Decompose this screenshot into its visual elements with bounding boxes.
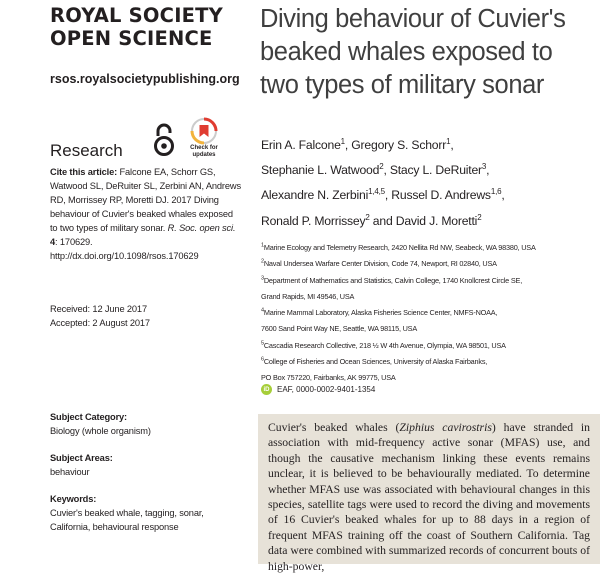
affiliation-item-cont: PO Box 757220, Fairbanks, AK 99775, USA — [261, 373, 396, 383]
affil-number: 5 — [261, 340, 264, 347]
subject-areas-value[interactable]: behaviour — [50, 467, 90, 477]
affiliation-item — [261, 305, 596, 321]
author-name[interactable]: Stephanie L. Watwood — [261, 163, 380, 178]
open-access-icon — [152, 122, 176, 158]
author-name[interactable]: David J. Moretti — [395, 213, 478, 228]
author-affil-ref: 1,4,5 — [368, 187, 385, 197]
accepted-date: Accepted: 2 August 2017 — [50, 318, 150, 328]
author-name[interactable]: Gregory S. Schorr — [351, 138, 447, 152]
cite-label: Cite this article: — [50, 167, 118, 177]
abstract-species: Ziphius cavirostris — [399, 421, 492, 434]
affil-number: 4 — [261, 307, 264, 314]
affil-text: Department of Mathematics and Statistics, Calvin College, 1740 Knollcrest Circle SE, — [263, 275, 523, 285]
affiliation-item — [261, 354, 596, 370]
title-line3: two types of military sonar — [260, 71, 544, 99]
abstract-text-body: ) have stranded in association with mid-frequency active sonar (MFAS) use, and though the causative mechanism linking these events remains unclear, it is believed to be behaviourally mediated. To determine whether MFAS use was associated with behavioural changes in this species, satellite tags were used to record the diving and movements of 16 Cuvier's beaked whales for up to 88 days in a region of frequent MFAS training off the coast of Southern California. Tag data were combined with summarized records of concurrent bouts of high-power, — [268, 421, 591, 573]
check-updates-line2: updates — [192, 152, 216, 158]
author-name[interactable]: Alexandre N. Zerbini — [261, 188, 369, 203]
check-updates-icon — [186, 118, 222, 146]
affil-number: 1 — [261, 242, 264, 249]
abstract-box — [258, 414, 600, 573]
journal-name-line2: OPEN SCIENCE — [50, 27, 213, 50]
orcid-entry[interactable] — [261, 384, 375, 395]
cite-line3: RD, Morrissey RP, Moretti DJ. 2017 Diving — [50, 195, 219, 205]
keywords-heading: Keywords: — [50, 494, 97, 504]
author-name[interactable]: Stacy L. DeRuiter — [389, 163, 482, 178]
cite-line2: Watwood SL, DeRuiter SL, Zerbini AN, Andrews — [50, 181, 241, 191]
check-updates-line1: Check for — [190, 145, 218, 151]
author-list: Erin A. Falcone$^1$, Gregory S. Schorr$^1$, Stephanie L. Watwood$^2$, Stacy L. DeRuiter$^3$, Alexandre N. Zerbini$^{1,4,5}$, Russel D. Andrews$^{1,6}$, Ronald P. Morrissey$^2$ and David J. Moretti$^2$ — [261, 136, 505, 228]
affiliation-item-cont: Grand Rapids, MI 49546, USA — [261, 291, 355, 301]
author-affil-ref: 3 — [481, 162, 487, 172]
section-label: Research — [50, 141, 123, 160]
title-line2: beaked whales exposed to — [260, 38, 553, 66]
author-affil-ref: 2 — [477, 212, 482, 222]
author-affil-ref: 2 — [365, 212, 370, 222]
affiliation-item — [261, 273, 596, 289]
citation-block — [50, 165, 242, 263]
affiliation-list — [261, 240, 596, 387]
affil-number: 2 — [261, 258, 264, 265]
orcid-icon: iD — [261, 384, 272, 395]
author-conjunction: and — [372, 213, 393, 228]
article-title — [260, 3, 600, 102]
author-name[interactable]: Erin A. Falcone — [261, 138, 341, 152]
keywords-line1: Cuvier's beaked whale, tagging, sonar, — [50, 508, 204, 518]
affiliation-item — [261, 240, 596, 256]
affiliation-item — [261, 256, 596, 272]
affil-text: Naval Undersea Warfare Center Division, Code 74, Newport, RI 02840, USA — [263, 259, 497, 269]
author-affil-ref: 1,6 — [490, 187, 502, 197]
title-line1: Diving behaviour of Cuvier's — [260, 5, 566, 33]
affil-number: 6 — [261, 356, 264, 363]
author-affil-ref: 1 — [446, 136, 451, 146]
author-name[interactable]: Russel D. Andrews — [391, 188, 491, 203]
journal-url[interactable]: rsos.royalsocietypublishing.org — [50, 72, 240, 86]
received-date: Received: 12 June 2017 — [50, 304, 147, 314]
affiliation-item — [261, 338, 596, 354]
author-affil-ref: 1 — [340, 136, 345, 146]
affil-text: Marine Ecology and Telemetry Research, 2420 Nellita Rd NW, Seabeck, WA 98380, USA — [263, 243, 536, 252]
keywords-line2: California, behavioural response — [50, 522, 179, 532]
cite-journal: R. Soc. open sci. — [167, 223, 236, 233]
affil-number: 3 — [261, 275, 264, 282]
affil-text: College of Fisheries and Ocean Sciences, University of Alaska Fairbanks, — [263, 357, 488, 367]
subject-areas-heading: Subject Areas: — [50, 453, 113, 463]
affil-text: Cascadia Research Collective, 218 ½ W 4th Avenue, Olympia, WA 98501, USA — [263, 340, 506, 350]
cite-doi-link[interactable]: http://dx.doi.org/10.1098/rsos.170629 — [50, 251, 199, 261]
journal-name — [50, 4, 250, 50]
affiliation-item-cont: 7600 Sand Point Way NE, Seattle, WA 98115, USA — [261, 324, 418, 334]
subject-category-value[interactable]: Biology (whole organism) — [50, 426, 151, 436]
check-for-updates-badge[interactable] — [186, 118, 222, 160]
dates-block — [50, 302, 242, 330]
affil-text: Marine Mammal Laboratory, Alaska Fisheries Science Center, NMFS-NOAA, — [263, 308, 498, 318]
abstract-text-start: Cuvier's beaked whales ( — [268, 421, 400, 434]
cite-line5: to two types of military sonar. — [50, 223, 168, 233]
orcid-text: EAF, 0000-0002-9401-1354 — [277, 385, 376, 394]
cite-volume: 4 — [50, 237, 56, 247]
author-affil-ref: 2 — [379, 162, 384, 172]
journal-name-line1: ROYAL SOCIETY — [50, 4, 223, 27]
cite-line1: Falcone EA, Schorr GS, — [117, 167, 216, 177]
cite-line4: behaviour of Cuvier's beaked whales exposed — [50, 209, 233, 219]
cite-line6: : 170629. — [55, 237, 93, 247]
subject-category-heading: Subject Category: — [50, 412, 128, 422]
author-name[interactable]: Ronald P. Morrissey — [261, 213, 366, 228]
subjects-block — [50, 410, 242, 534]
